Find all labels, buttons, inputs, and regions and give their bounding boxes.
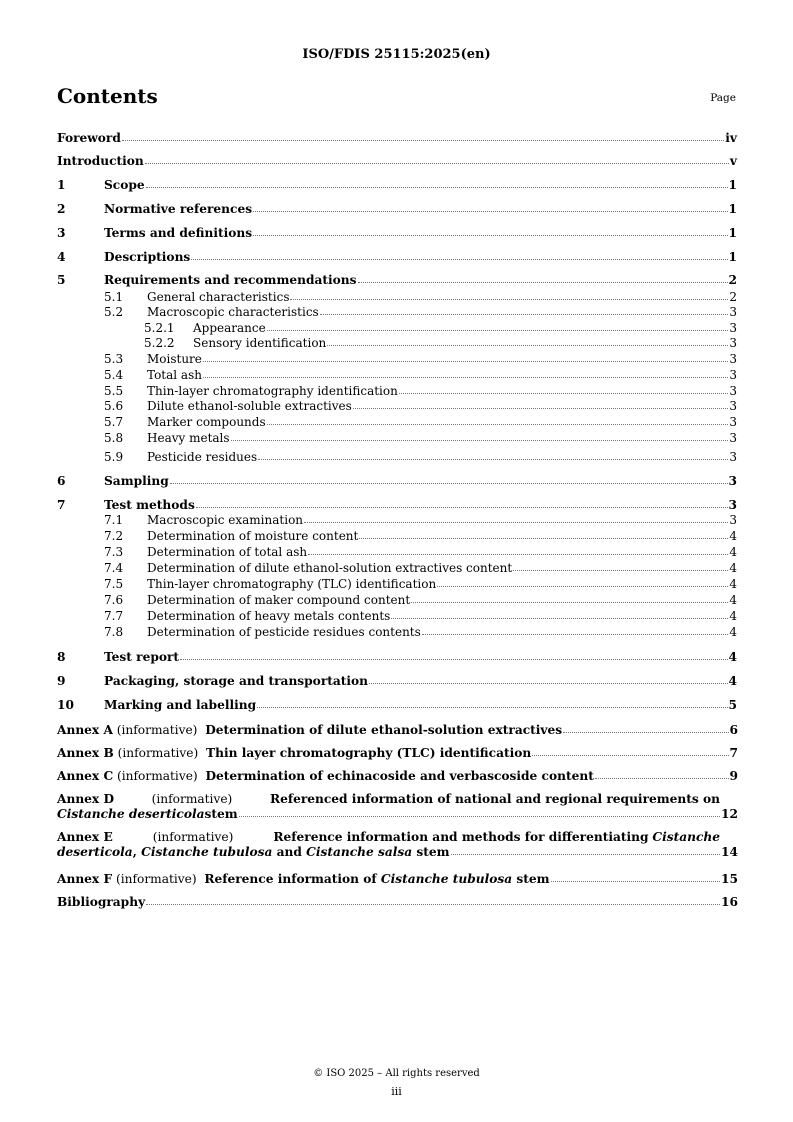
toc-page-number: 3	[729, 450, 737, 464]
dot-leader	[257, 707, 727, 708]
annex-label: Annex E	[57, 830, 113, 844]
dot-leader	[203, 361, 728, 362]
annex-title: Determination of echinacoside and verbascoside content	[205, 769, 594, 783]
dot-leader	[145, 163, 729, 164]
toc-page-number: 1	[728, 226, 737, 240]
annex-title-text: and	[272, 845, 307, 859]
toc-label: Macroscopic characteristics	[147, 305, 319, 319]
toc-entry[interactable]	[144, 337, 737, 349]
annex-label: Annex C	[57, 769, 114, 783]
toc-label: Thin-layer chromatography (TLC) identification	[147, 577, 437, 591]
annex-title: Reference information and methods for differentiating	[273, 830, 649, 844]
toc-page-number: 4	[729, 529, 737, 543]
annex-title: Thin layer chromatography (TLC) identification	[206, 746, 532, 760]
toc-section-number: 5	[57, 273, 66, 287]
toc-annex-d[interactable]	[57, 792, 738, 822]
dot-leader	[595, 778, 729, 779]
toc-section-number: 5.6	[104, 399, 124, 413]
toc-entry[interactable]	[57, 203, 737, 215]
toc-page-number: iv	[725, 131, 737, 145]
toc-page-number: 3	[728, 498, 737, 512]
toc-entry[interactable]	[104, 400, 737, 412]
toc-entry[interactable]	[104, 530, 737, 542]
dot-leader	[304, 522, 728, 523]
toc-label: Test report	[104, 650, 180, 664]
toc-entry[interactable]	[104, 291, 737, 303]
toc-entry[interactable]	[104, 369, 737, 381]
toc-page-number: 3	[729, 321, 737, 335]
annex-type: (informative)	[116, 723, 198, 737]
annex-title-rest: stem	[204, 807, 238, 821]
toc-section-number: 7.4	[104, 561, 124, 575]
toc-entry[interactable]	[57, 651, 737, 663]
annex-label: Annex F	[57, 872, 113, 886]
toc-entry[interactable]	[57, 699, 737, 711]
toc-page-number: 4	[729, 561, 737, 575]
toc-page-number: 3	[729, 384, 737, 398]
dot-leader	[358, 282, 728, 283]
toc-label: Terms and definitions	[104, 226, 253, 240]
toc-label: Heavy metals	[147, 431, 230, 445]
toc-section-number: 5.9	[104, 450, 124, 464]
toc-label: General characteristics	[147, 290, 290, 304]
toc-label: Determination of dilute ethanol-solution extractives content	[147, 561, 513, 575]
toc-page-number: 4	[728, 650, 737, 664]
toc-page-number: 3	[729, 399, 737, 413]
toc-section-number: 7.7	[104, 609, 124, 623]
dot-leader	[353, 408, 729, 409]
toc-label: Pesticide residues	[147, 450, 258, 464]
annex-label: Annex D	[57, 792, 115, 806]
toc-entry[interactable]	[104, 416, 737, 428]
dot-leader	[369, 683, 728, 684]
toc-section-number: 7.2	[104, 529, 124, 543]
toc-section-number: 5.4	[104, 368, 124, 382]
toc-page-number: 3	[729, 415, 737, 429]
dot-leader	[146, 904, 720, 905]
dot-leader	[563, 732, 728, 733]
toc-entry[interactable]	[57, 475, 737, 487]
toc-label: Packaging, storage and transportation	[104, 674, 369, 688]
toc-section-number: 7.8	[104, 625, 124, 639]
page-column-label: Page	[710, 92, 736, 104]
annex-type: (informative)	[117, 746, 199, 760]
toc-page-number: 12	[721, 807, 738, 821]
toc-entry[interactable]	[144, 322, 737, 334]
annex-type: (informative)	[152, 830, 234, 844]
toc-page-number: 15	[721, 872, 738, 886]
toc-page-number: v	[729, 154, 737, 168]
annex-title: Determination of dilute ethanol-solution extractives	[205, 723, 563, 737]
toc-label: Marking and labelling	[104, 698, 257, 712]
dot-leader	[196, 507, 728, 508]
toc-section-number: 5.1	[104, 290, 124, 304]
dot-leader	[290, 299, 728, 300]
toc-label: Moisture	[147, 352, 202, 366]
dot-leader	[146, 187, 728, 188]
dot-leader	[359, 538, 728, 539]
toc-section-number: 5.2.1	[144, 321, 175, 335]
toc-label: Total ash	[147, 368, 202, 382]
annex-title-italic: Cistanche	[652, 830, 720, 844]
toc-entry[interactable]	[57, 227, 737, 239]
dot-leader	[267, 424, 729, 425]
toc-page-number: 2	[729, 290, 737, 304]
toc-page-number: 4	[729, 577, 737, 591]
toc-page-number: 6	[729, 723, 738, 737]
toc-label: Scope	[104, 178, 145, 192]
toc-label: Normative references	[104, 202, 253, 216]
dot-leader	[411, 602, 728, 603]
toc-entry[interactable]	[104, 514, 737, 526]
page-title: Contents	[57, 84, 158, 108]
toc-entry[interactable]	[104, 353, 737, 365]
species-name: Cistanche tubulosa	[141, 845, 273, 859]
toc-section-number: 5.5	[104, 384, 124, 398]
toc-entry[interactable]	[104, 385, 737, 397]
toc-section-number: 4	[57, 250, 66, 264]
toc-entry[interactable]	[104, 546, 737, 558]
toc-section-number: 5.8	[104, 431, 124, 445]
annex-title: Referenced information of national and regional requirements on	[269, 792, 720, 806]
dot-leader	[422, 634, 729, 635]
toc-entry[interactable]	[57, 251, 737, 263]
toc-page-number: 5	[728, 698, 737, 712]
dot-leader	[231, 440, 729, 441]
toc-label: Introduction	[57, 154, 144, 168]
toc-page-number: 3	[729, 336, 737, 350]
dot-leader	[320, 314, 729, 315]
toc-annex-f[interactable]	[57, 872, 738, 887]
toc-label: Thin-layer chromatography identification	[147, 384, 398, 398]
dot-leader	[327, 345, 728, 346]
toc-section-number: 7.3	[104, 545, 124, 559]
toc-entry[interactable]	[104, 578, 737, 590]
toc-entry[interactable]	[104, 610, 737, 622]
toc-label: Determination of heavy metals contents	[147, 609, 391, 623]
toc-page-number: 3	[728, 474, 737, 488]
toc-page-number: 14	[721, 845, 738, 859]
copyright-notice: © ISO 2025 – All rights reserved	[313, 1068, 480, 1079]
toc-page-number: 3	[729, 305, 737, 319]
toc-entry[interactable]	[104, 451, 737, 463]
toc-section-number: 8	[57, 650, 66, 664]
dot-leader	[191, 259, 727, 260]
toc-entry[interactable]	[104, 626, 737, 638]
page-number: iii	[391, 1085, 402, 1098]
toc-section-number: 7	[57, 498, 66, 512]
toc-page-number: 4	[729, 609, 737, 623]
toc-page-number: 4	[729, 625, 737, 639]
dot-leader	[391, 618, 728, 619]
toc-section-number: 5.3	[104, 352, 124, 366]
toc-page-number: 2	[728, 273, 737, 287]
annex-title-text: ,	[132, 845, 142, 859]
toc-section-number: 2	[57, 202, 66, 216]
toc-bibliography[interactable]	[57, 895, 738, 910]
toc-label: Test methods	[104, 498, 195, 512]
toc-label: Dilute ethanol-soluble extractives	[147, 399, 352, 413]
toc-entry[interactable]	[104, 306, 737, 318]
annex-title-italic: Cistanche deserticola	[57, 807, 205, 821]
toc-entry[interactable]	[57, 179, 737, 191]
toc-page-number: 1	[728, 202, 737, 216]
toc-label: Requirements and recommendations	[104, 273, 357, 287]
toc-entry[interactable]	[104, 432, 737, 444]
annex-label: Annex A	[57, 723, 113, 737]
annex-type: (informative)	[115, 872, 197, 886]
toc-entry[interactable]	[57, 675, 737, 687]
annex-label: Annex B	[57, 746, 114, 760]
toc-section-number: 1	[57, 178, 66, 192]
dot-leader	[399, 393, 729, 394]
dot-leader	[122, 140, 724, 141]
toc-section-number: 7.5	[104, 577, 124, 591]
toc-section-number: 3	[57, 226, 66, 240]
toc-label: Sampling	[104, 474, 169, 488]
toc-page-number: 16	[721, 895, 738, 909]
toc-label: Determination of moisture content	[147, 529, 359, 543]
toc-page-number: 4	[729, 593, 737, 607]
dot-leader	[267, 330, 729, 331]
dot-leader	[551, 881, 720, 882]
toc-entry[interactable]	[104, 594, 737, 606]
toc-page-number: 7	[729, 746, 738, 760]
toc-label: Appearance	[193, 321, 266, 335]
dot-leader	[532, 755, 728, 756]
dot-leader	[451, 854, 720, 855]
annex-title: Reference information of	[204, 872, 381, 886]
species-name: Cistanche tubulosa	[380, 872, 513, 886]
toc-label: Sensory identification	[193, 336, 327, 350]
toc-label: Foreword	[57, 131, 121, 145]
toc-section-number: 9	[57, 674, 66, 688]
toc-entry[interactable]	[57, 155, 737, 167]
toc-page-number: 1	[728, 250, 737, 264]
dot-leader	[513, 570, 728, 571]
toc-annex-c[interactable]	[57, 769, 738, 784]
toc-label: Macroscopic examination	[147, 513, 304, 527]
toc-entry[interactable]	[57, 499, 737, 511]
toc-annex-b[interactable]	[57, 746, 738, 761]
toc-label: Descriptions	[104, 250, 191, 264]
toc-section-number: 5.2.2	[144, 336, 175, 350]
annex-type: (informative)	[117, 769, 198, 783]
toc-entry[interactable]	[57, 132, 737, 144]
dot-leader	[180, 659, 727, 660]
dot-leader	[253, 211, 727, 212]
toc-page-number: 4	[729, 545, 737, 559]
toc-page-number: 1	[728, 178, 737, 192]
toc-page-number: 9	[729, 769, 738, 783]
toc-section-number: 10	[57, 698, 74, 712]
dot-leader	[253, 235, 727, 236]
toc-entry[interactable]	[104, 562, 737, 574]
toc-section-number: 7.1	[104, 513, 124, 527]
annex-title-text: stem	[412, 845, 450, 859]
document-id: ISO/FDIS 25115:2025(en)	[302, 47, 491, 62]
toc-page-number: 3	[729, 513, 737, 527]
dot-leader	[308, 554, 728, 555]
toc-page-number: 3	[729, 431, 737, 445]
toc-label: Determination of pesticide residues contents	[147, 625, 421, 639]
toc-label: Marker compounds	[147, 415, 266, 429]
dot-leader	[203, 377, 728, 378]
toc-page-number: 3	[729, 352, 737, 366]
toc-section-number: 7.6	[104, 593, 124, 607]
toc-label: Bibliography	[57, 895, 146, 909]
annex-title-rest: stem	[512, 872, 550, 886]
toc-annex-a[interactable]	[57, 723, 738, 738]
dot-leader	[239, 816, 720, 817]
species-name: Cistanche salsa	[306, 845, 413, 859]
dot-leader	[437, 586, 728, 587]
dot-leader	[258, 459, 728, 460]
toc-label: Determination of total ash	[147, 545, 308, 559]
dot-leader	[170, 483, 728, 484]
toc-entry[interactable]	[57, 274, 737, 286]
toc-section-number: 5.2	[104, 305, 124, 319]
toc-page-number: 3	[729, 368, 737, 382]
toc-section-number: 5.7	[104, 415, 124, 429]
toc-label: Determination of maker compound content	[147, 593, 411, 607]
annex-type: (informative)	[151, 792, 233, 806]
toc-section-number: 6	[57, 474, 66, 488]
species-name: deserticola	[57, 845, 133, 859]
toc-page-number: 4	[728, 674, 737, 688]
toc-annex-e[interactable]	[57, 830, 738, 860]
